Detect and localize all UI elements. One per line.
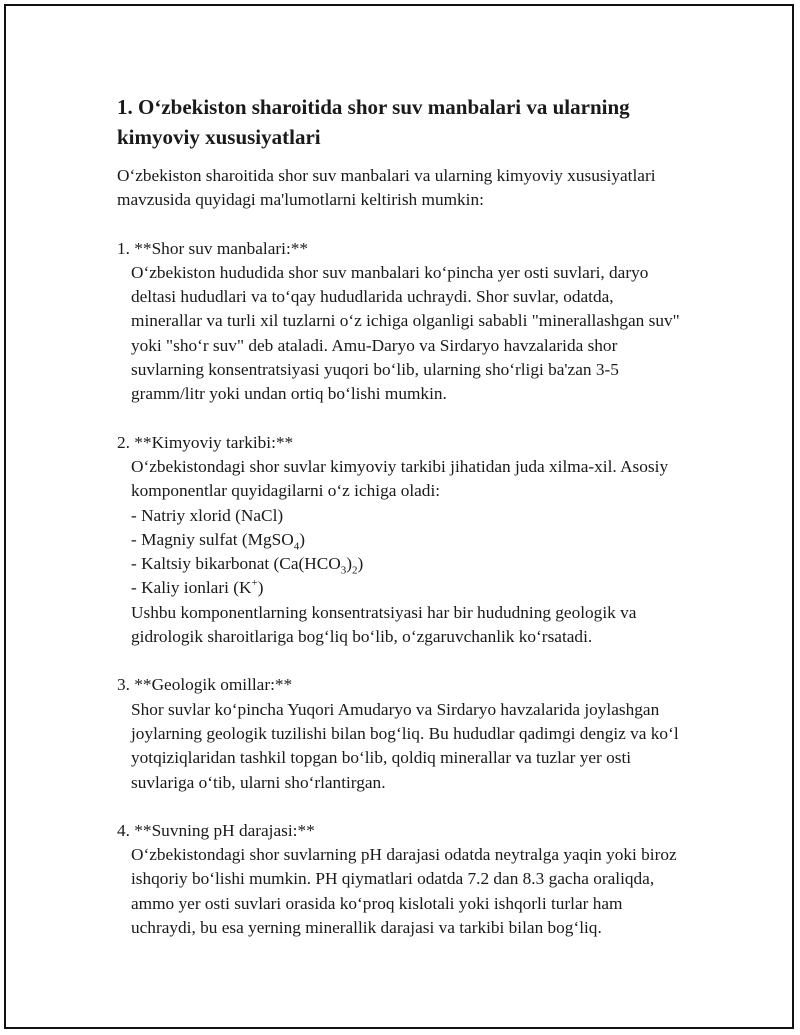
list-item: - Kaliy ionlari (K+) — [131, 577, 264, 598]
intro-paragraph: O‘zbekiston sharoitida shor suv manbalari va ularning kimyoviy xususiyatlari mavzusida quyidagi ma'lumotlarni keltirish mumkin: — [117, 166, 656, 210]
section-text: O‘zbekistondagi shor suvlar kimyoviy tarkibi jihatidan juda xilma-xil. Asosiy komponentlar quyidagilarni o‘z ichiga oladi: — [131, 456, 669, 501]
list-item: - Natriy xlorid (NaCl) — [131, 505, 284, 525]
section-text: Shor suvlar ko‘pincha Yuqori Amudaryo va Sirdaryo havzalarida joylashgan joylarning geologik tuzilishi bilan bog‘liq. Bu hududlar qadimgi dengiz va ko‘l yotqiziqlaridan tashkil topgan bo‘lib, qoldiq minerallar va tuzlar yer osti suvlariga o‘tib, ularni sho‘rlantirgan. — [131, 699, 679, 792]
section-text: O‘zbekiston hududida shor suv manbalari ko‘pincha yer osti suvlari, daryo deltasi hududlari va to‘qay hududlarida uchraydi. Shor suvlar, odatda, minerallar va turli xil tuzlarni o‘z ichiga olganligi sababli "minerallashgan suv" yoki "sho‘r suv" deb ataladi. Amu-Daryo va Sirdaryo havzalarida shor suvlarning konsentratsiyasi yuqori bo‘lib, ularning sho‘rligi ba'zan 3-5 gramm/litr yoki undan ortiq bo‘lishi mumkin. — [131, 262, 680, 404]
section-heading: 4. **Suvning pH darajasi:** — [117, 820, 315, 840]
section-geologik-omillar — [117, 673, 687, 794]
section-text: O‘zbekistondagi shor suvlarning pH darajasi odatda neytralga yaqin yoki biroz ishqoriy bo‘lishi mumkin. PH qiymatlari odatda 7.2 dan 8.3 gacha oraliqda, ammo yer osti suvlari orasida ko‘proq kislotali yoki ishqorli turlar ham uchraydi, bu esa yerning minerallik darajasi va tarkibi bilan bog‘liq. — [131, 845, 677, 938]
section-heading: 1. **Shor suv manbalari:** — [117, 238, 309, 258]
section-kimyoviy-tarkibi — [117, 431, 687, 650]
section-text: Ushbu komponentlarning konsentratsiyasi har bir hududning geologik va gidrologik sharoitlariga bog‘liq bo‘lib, o‘zgaruvchanlik ko‘rsatadi. — [131, 602, 637, 647]
section-ph-darajasi — [117, 819, 687, 940]
list-item: - Kaltsiy bikarbonat $(Ca(HCO_3)_2)$ — [131, 554, 364, 577]
document-body — [117, 92, 687, 964]
components-list — [117, 504, 687, 601]
document-title: 1. O‘zbekiston sharoitida shor suv manbalari va ularning kimyoviy xususiyatlari — [117, 95, 630, 149]
section-heading: 3. **Geologik omillar:** — [117, 675, 293, 695]
section-heading: 2. **Kimyoviy tarkibi:** — [117, 432, 294, 452]
list-item: - Magniy sulfat (MgSO$_4$) — [131, 529, 305, 553]
section-shor-suv-manbalari — [117, 237, 687, 407]
